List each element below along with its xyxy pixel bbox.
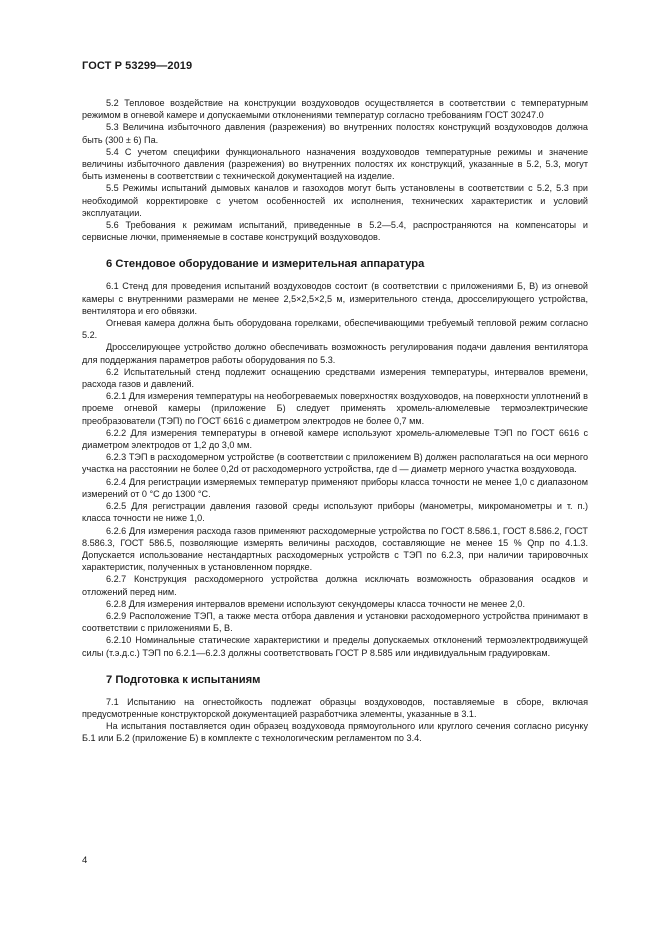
paragraph: 5.2 Тепловое воздействие на конструкции воздуховодов осуществляется в соответствии с температурным режимом в огневой камере и допускаемыми отклонениями температур согласно требованиям ГОСТ 30247.0 (82, 98, 588, 121)
paragraph: 6.2.2 Для измерения температуры в огневой камере используют хромель-алюмелевые ТЭП по ГОСТ 6616 с диаметром электродов от 1,2 до 3,0 мм. (82, 427, 588, 451)
document-body (82, 97, 588, 745)
section-heading: 7 Подготовка к испытаниям (106, 673, 261, 686)
paragraph: 6.2.7 Конструкция расходомерного устройства должна исключать возможность образования осадков и отложений перед ним. (82, 574, 588, 597)
paragraph: На испытания поставляется один образец воздуховода прямоугольного или круглого сечения согласно рисунку Б.1 или Б.2 (приложение Б) в комплекте с технологическим регламентом по 3.4. (82, 721, 588, 744)
paragraph: 5.3 Величина избыточного давления (разрежения) во внутренних полостях конструкций воздуховодов должна быть (300 ± 6) Па. (82, 122, 588, 145)
paragraph: Дросселирующее устройство должно обеспечивать возможность регулирования подачи давления вентилятора для поддержания параметров работы оборудования по 5.3. (82, 342, 588, 365)
paragraph: 6.2.5 Для регистрации давления газовой среды используют приборы (манометры, микроманометры и т. п.) класса точности не ниже 1,0. (82, 501, 588, 524)
paragraph: 6.2.1 Для измерения температуры на необогреваемых поверхностях воздуховодов, на поверхности уплотнений в проеме огневой камеры (приложение Б) следует применять хромель-алюмелевые термоэлектрические преобразователи (ТЭП) по ГОСТ 6616 с диаметром электродов не более 0,7 мм. (82, 391, 588, 426)
section-heading: 6 Стендовое оборудование и измерительная аппаратура (106, 258, 425, 271)
document-header: ГОСТ Р 53299—2019 (82, 60, 193, 72)
paragraph: 6.2.4 Для регистрации измеряемых температур применяют приборы класса точности не менее 1,0 с диапазоном измерений от 0 °С до 1300 °С. (82, 476, 588, 499)
paragraph: 6.2 Испытательный стенд подлежит оснащению средствами измерения температуры, интервалов времени, расхода газов и давлений. (82, 366, 588, 390)
paragraph: Огневая камера должна быть оборудована горелками, обеспечивающими требуемый тепловой режим согласно 5.2. (82, 318, 588, 341)
paragraph: 5.4 С учетом специфики функционального назначения воздуховодов температурные режимы и значение величины избыточного давления (разрежения) во внутренних полостях их конструкций, указанные в 5.2, 5.3, могут быть изменены в соответствии с технической документацией на изделие. (82, 146, 588, 182)
page-number: 4 (82, 855, 88, 866)
paragraph: 6.2.3 ТЭП в расходомерном устройстве (в соответствии с приложением В) должен располагаться на оси мерного участка на расстоянии не более 0,2d от расходомерного устройства, где d — диаметр мерного участка воздуховода. (82, 452, 588, 475)
paragraph: 6.2.8 Для измерения интервалов времени используют секундомеры класса точности не менее 2,0. (106, 598, 526, 609)
paragraph: 6.2.6 Для измерения расхода газов применяют расходомерные устройства по ГОСТ 8.586.1, ГОСТ 8.586.2, ГОСТ 8.586.3, ГОСТ 586.5, позволяющие измерять величины расходов, составляющие не менее 15 % Qпр по 4.1.3. Допускается использование нестандартных расходомерных устройств с ТЭП по 6.2.3, при наличии тарировочных характеристик, полученных в установленном порядке. (82, 525, 588, 573)
paragraph: 5.5 Режимы испытаний дымовых каналов и газоходов могут быть установлены в соответствии с 5.2, 5.3 при необходимой корректировке с учетом особенностей их исполнения, технических характеристик и условий эксплуатации. (82, 183, 588, 218)
paragraph: 7.1 Испытанию на огнестойкость подлежат образцы воздуховодов, поставляемые в сборе, включая предусмотренные конструкторской документацией разработчика элементы, указанные в 3.1. (82, 696, 588, 719)
paragraph: 6.1 Стенд для проведения испытаний воздуховодов состоит (в соответствии с приложениями Б, В) из огневой камеры с внутренними размерами не менее 2,5×2,5×2,5 м, измерительного стенда, дросселирующего устройства, вентилятора и его обвязки. (82, 281, 588, 316)
paragraph: 6.2.10 Номинальные статические характеристики и пределы допускаемых отклонений термоэлектродвижущей силы (т.э.д.с.) ТЭП по 6.2.1—6.2.3 должны соответствовать ГОСТ Р 8.585 или индивидуальным градуировкам. (82, 635, 588, 658)
paragraph: 5.6 Требования к режимам испытаний, приведенные в 5.2—5.4, распространяются на компенсаторы и сервисные лючки, применяемые в составе конструкций воздуховодов. (82, 220, 588, 243)
paragraph: 6.2.9 Расположение ТЭП, а также места отбора давления и установки расходомерного устройства принимают в соответствии с приложениями Б, В. (82, 610, 588, 634)
